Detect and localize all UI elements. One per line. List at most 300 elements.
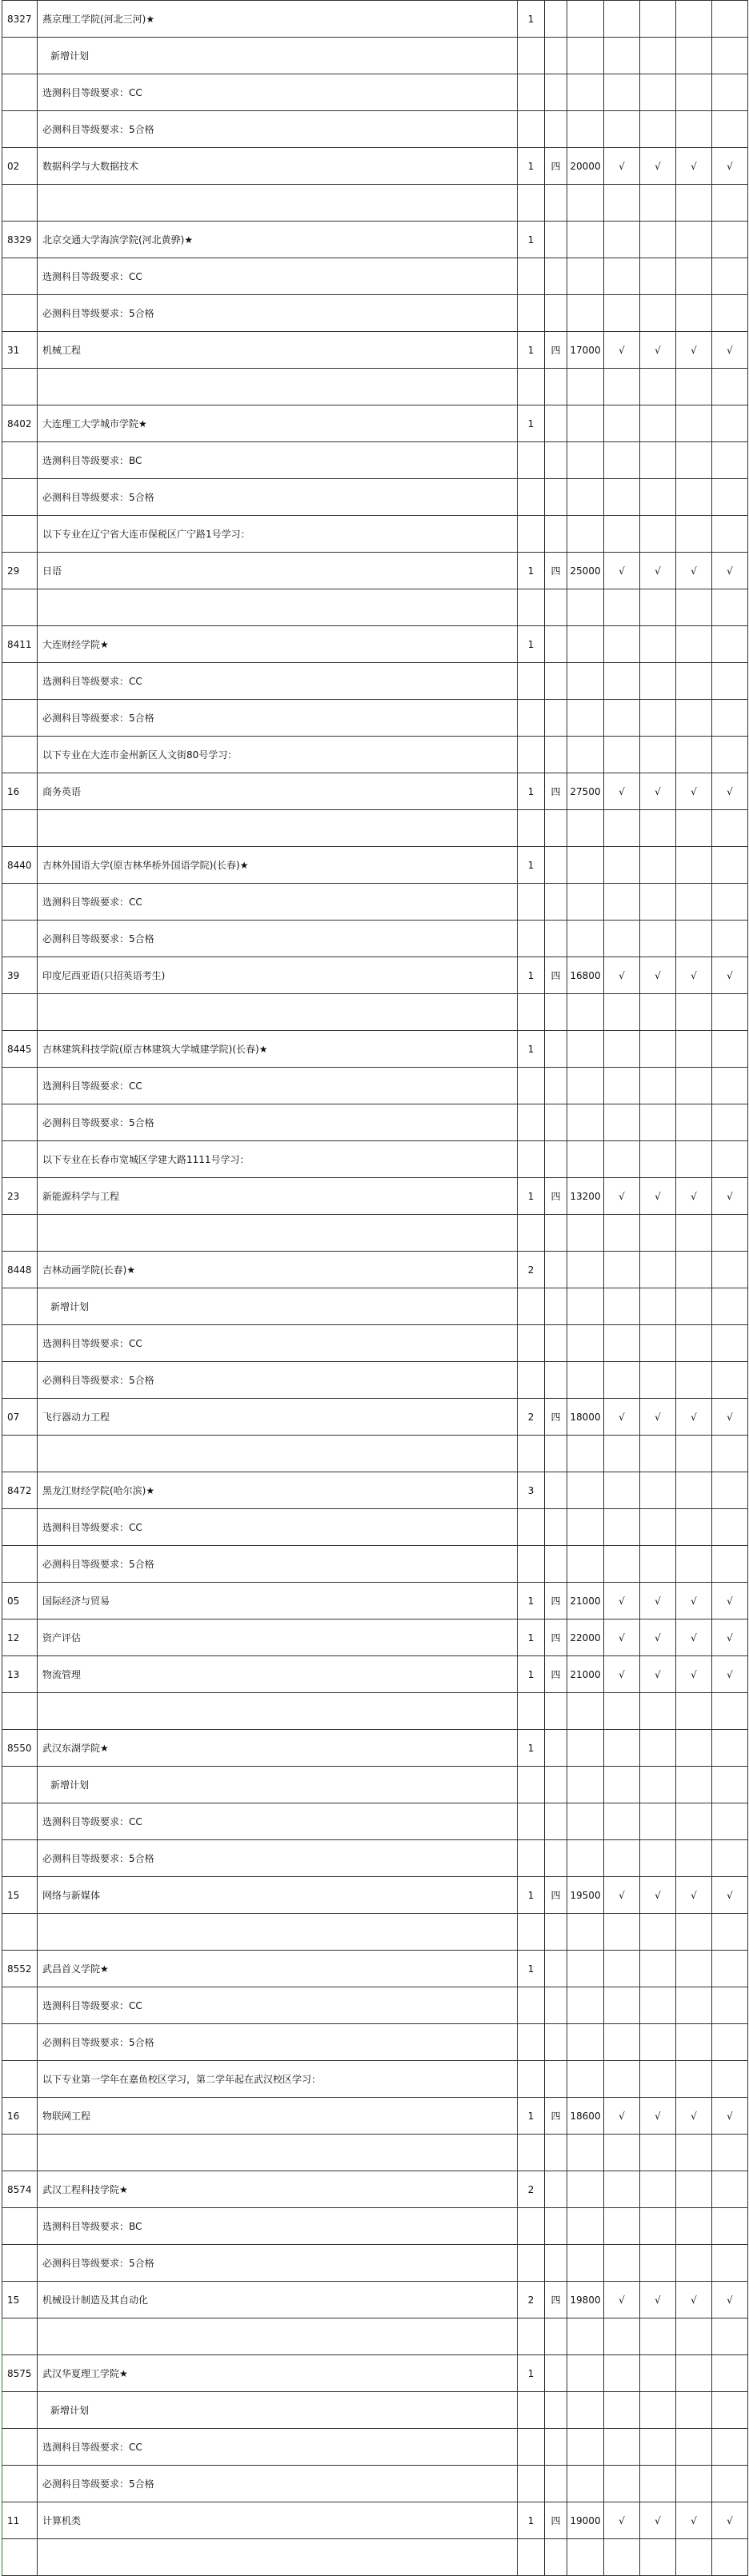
row-tuition bbox=[567, 589, 604, 626]
table-row bbox=[2, 884, 748, 921]
row-check-4 bbox=[712, 2355, 748, 2392]
row-name bbox=[38, 1215, 518, 1252]
row-code: 8327 bbox=[2, 1, 38, 38]
row-tuition bbox=[567, 2318, 604, 2355]
row-duration: 四 bbox=[545, 773, 567, 810]
row-check-4: √ bbox=[712, 2098, 748, 2135]
row-plan-count: 1 bbox=[518, 553, 545, 589]
row-tuition: 25000 bbox=[567, 553, 604, 589]
row-check-2 bbox=[640, 2318, 676, 2355]
row-check-1: √ bbox=[604, 1656, 640, 1693]
table-row bbox=[2, 2355, 748, 2392]
row-check-4: √ bbox=[712, 2502, 748, 2539]
row-check-3 bbox=[676, 295, 712, 332]
row-code: 16 bbox=[2, 773, 38, 810]
row-code bbox=[2, 2245, 38, 2282]
row-tuition: 27500 bbox=[567, 773, 604, 810]
row-plan-count: 1 bbox=[518, 1951, 545, 1987]
row-check-4 bbox=[712, 921, 748, 957]
row-check-2 bbox=[640, 111, 676, 148]
row-check-3: √ bbox=[676, 1399, 712, 1436]
row-check-3 bbox=[676, 1104, 712, 1141]
row-plan-count bbox=[518, 1914, 545, 1951]
row-check-4 bbox=[712, 74, 748, 111]
row-check-2 bbox=[640, 810, 676, 847]
row-tuition bbox=[567, 1104, 604, 1141]
row-duration bbox=[545, 1840, 567, 1877]
row-check-4 bbox=[712, 2135, 748, 2171]
row-check-2 bbox=[640, 663, 676, 700]
row-name: 新增计划 bbox=[38, 1288, 518, 1325]
row-name: 资产评估 bbox=[38, 1619, 518, 1656]
table-row bbox=[2, 1914, 748, 1951]
row-check-3 bbox=[676, 185, 712, 222]
row-duration bbox=[545, 1730, 567, 1767]
table-row bbox=[2, 442, 748, 479]
row-check-3 bbox=[676, 884, 712, 921]
row-tuition bbox=[567, 2245, 604, 2282]
row-name: 黑龙江财经学院(哈尔滨)★ bbox=[38, 1472, 518, 1509]
row-check-4 bbox=[712, 222, 748, 258]
row-code bbox=[2, 258, 38, 295]
row-code bbox=[2, 884, 38, 921]
row-name: 新增计划 bbox=[38, 38, 518, 74]
row-duration bbox=[545, 38, 567, 74]
row-code: 8472 bbox=[2, 1472, 38, 1509]
row-tuition bbox=[567, 1914, 604, 1951]
row-duration bbox=[545, 737, 567, 773]
row-name: 大连理工大学城市学院★ bbox=[38, 405, 518, 442]
row-plan-count: 1 bbox=[518, 2355, 545, 2392]
row-check-4 bbox=[712, 2318, 748, 2355]
row-code: 07 bbox=[2, 1399, 38, 1436]
row-plan-count bbox=[518, 2466, 545, 2502]
row-check-4 bbox=[712, 810, 748, 847]
row-code bbox=[2, 442, 38, 479]
row-check-4 bbox=[712, 737, 748, 773]
row-check-3 bbox=[676, 38, 712, 74]
row-code bbox=[2, 2208, 38, 2245]
row-duration bbox=[545, 295, 567, 332]
row-check-2 bbox=[640, 479, 676, 516]
row-name: 选测科目等级要求：CC bbox=[38, 74, 518, 111]
row-code: 8574 bbox=[2, 2171, 38, 2208]
row-duration bbox=[545, 1141, 567, 1178]
row-tuition bbox=[567, 2024, 604, 2061]
row-code bbox=[2, 1767, 38, 1803]
row-tuition bbox=[567, 1068, 604, 1104]
row-plan-count bbox=[518, 295, 545, 332]
row-check-1: √ bbox=[604, 957, 640, 994]
row-plan-count: 3 bbox=[518, 1472, 545, 1509]
row-tuition: 20000 bbox=[567, 148, 604, 185]
table-row bbox=[2, 2208, 748, 2245]
row-check-4 bbox=[712, 626, 748, 663]
table-row bbox=[2, 258, 748, 295]
row-name: 必测科目等级要求：5合格 bbox=[38, 1104, 518, 1141]
table-row bbox=[2, 2282, 748, 2318]
row-check-2 bbox=[640, 442, 676, 479]
row-check-3 bbox=[676, 1068, 712, 1104]
row-name: 物流管理 bbox=[38, 1656, 518, 1693]
row-check-2 bbox=[640, 2024, 676, 2061]
row-plan-count bbox=[518, 2392, 545, 2429]
row-tuition bbox=[567, 1730, 604, 1767]
row-check-2 bbox=[640, 700, 676, 737]
row-check-2 bbox=[640, 1104, 676, 1141]
row-duration: 四 bbox=[545, 1399, 567, 1436]
row-code: 29 bbox=[2, 553, 38, 589]
table-row bbox=[2, 1288, 748, 1325]
row-duration bbox=[545, 222, 567, 258]
row-tuition bbox=[567, 2429, 604, 2466]
row-check-4 bbox=[712, 1068, 748, 1104]
row-check-2 bbox=[640, 884, 676, 921]
row-check-1: √ bbox=[604, 1399, 640, 1436]
row-check-4 bbox=[712, 1031, 748, 1068]
table-row bbox=[2, 2539, 748, 2576]
row-check-3: √ bbox=[676, 148, 712, 185]
table-row bbox=[2, 2245, 748, 2282]
row-duration bbox=[545, 516, 567, 553]
row-check-3: √ bbox=[676, 773, 712, 810]
row-check-3 bbox=[676, 111, 712, 148]
row-code: 15 bbox=[2, 2282, 38, 2318]
row-plan-count bbox=[518, 1288, 545, 1325]
row-tuition bbox=[567, 700, 604, 737]
row-name bbox=[38, 2318, 518, 2355]
row-check-2 bbox=[640, 589, 676, 626]
row-check-2 bbox=[640, 369, 676, 405]
row-code bbox=[2, 810, 38, 847]
row-check-2 bbox=[640, 737, 676, 773]
row-check-2: √ bbox=[640, 773, 676, 810]
row-check-2 bbox=[640, 258, 676, 295]
table-row bbox=[2, 2429, 748, 2466]
row-check-2 bbox=[640, 921, 676, 957]
row-code: 8411 bbox=[2, 626, 38, 663]
table-row bbox=[2, 1803, 748, 1840]
row-check-4 bbox=[712, 1436, 748, 1472]
table-row bbox=[2, 2061, 748, 2098]
row-tuition: 21000 bbox=[567, 1583, 604, 1619]
row-plan-count bbox=[518, 516, 545, 553]
row-duration bbox=[545, 405, 567, 442]
row-check-1 bbox=[604, 2208, 640, 2245]
row-check-4 bbox=[712, 2466, 748, 2502]
row-code bbox=[2, 1288, 38, 1325]
row-code bbox=[2, 2466, 38, 2502]
row-plan-count: 1 bbox=[518, 1178, 545, 1215]
row-code: 39 bbox=[2, 957, 38, 994]
row-code: 8550 bbox=[2, 1730, 38, 1767]
row-check-3 bbox=[676, 2171, 712, 2208]
row-check-4 bbox=[712, 1325, 748, 1362]
row-check-3: √ bbox=[676, 1656, 712, 1693]
row-check-1 bbox=[604, 222, 640, 258]
row-check-2 bbox=[640, 1472, 676, 1509]
row-code bbox=[2, 2024, 38, 2061]
row-check-1 bbox=[604, 994, 640, 1031]
row-name: 选测科目等级要求：CC bbox=[38, 2429, 518, 2466]
row-check-1 bbox=[604, 2392, 640, 2429]
row-check-2 bbox=[640, 1215, 676, 1252]
row-name: 选测科目等级要求：CC bbox=[38, 1987, 518, 2024]
row-duration bbox=[545, 700, 567, 737]
row-tuition: 17000 bbox=[567, 332, 604, 369]
row-name: 商务英语 bbox=[38, 773, 518, 810]
row-plan-count bbox=[518, 258, 545, 295]
table-row bbox=[2, 1987, 748, 2024]
row-check-1 bbox=[604, 2429, 640, 2466]
row-duration bbox=[545, 2171, 567, 2208]
row-name: 选测科目等级要求：CC bbox=[38, 663, 518, 700]
row-check-1: √ bbox=[604, 2098, 640, 2135]
row-tuition bbox=[567, 884, 604, 921]
row-plan-count bbox=[518, 1767, 545, 1803]
row-check-4 bbox=[712, 2539, 748, 2576]
row-check-3 bbox=[676, 1, 712, 38]
row-check-1 bbox=[604, 185, 640, 222]
row-check-1 bbox=[604, 2135, 640, 2171]
table-body bbox=[2, 1, 748, 2576]
row-code bbox=[2, 700, 38, 737]
row-check-1: √ bbox=[604, 1619, 640, 1656]
row-check-4: √ bbox=[712, 1877, 748, 1914]
row-name: 武汉工程科技学院★ bbox=[38, 2171, 518, 2208]
row-code bbox=[2, 663, 38, 700]
table-row bbox=[2, 111, 748, 148]
row-name: 新增计划 bbox=[38, 1767, 518, 1803]
row-tuition bbox=[567, 442, 604, 479]
table-row bbox=[2, 1619, 748, 1656]
row-check-3 bbox=[676, 74, 712, 111]
row-check-3: √ bbox=[676, 957, 712, 994]
table-row bbox=[2, 1767, 748, 1803]
row-duration: 四 bbox=[545, 1877, 567, 1914]
row-check-1 bbox=[604, 479, 640, 516]
row-check-3: √ bbox=[676, 1583, 712, 1619]
row-check-3 bbox=[676, 2024, 712, 2061]
row-name: 国际经济与贸易 bbox=[38, 1583, 518, 1619]
row-tuition bbox=[567, 2171, 604, 2208]
row-duration bbox=[545, 1068, 567, 1104]
row-tuition: 19500 bbox=[567, 1877, 604, 1914]
row-check-1 bbox=[604, 2355, 640, 2392]
row-code: 31 bbox=[2, 332, 38, 369]
row-check-2 bbox=[640, 2245, 676, 2282]
row-code bbox=[2, 1914, 38, 1951]
row-check-4 bbox=[712, 1840, 748, 1877]
row-tuition bbox=[567, 810, 604, 847]
row-check-3: √ bbox=[676, 1178, 712, 1215]
row-tuition: 21000 bbox=[567, 1656, 604, 1693]
row-check-1: √ bbox=[604, 332, 640, 369]
row-check-1 bbox=[604, 2539, 640, 2576]
table-row bbox=[2, 1362, 748, 1399]
row-check-4 bbox=[712, 663, 748, 700]
row-check-2 bbox=[640, 1914, 676, 1951]
row-plan-count bbox=[518, 1068, 545, 1104]
row-plan-count: 2 bbox=[518, 2282, 545, 2318]
row-name: 北京交通大学海滨学院(河北黄骅)★ bbox=[38, 222, 518, 258]
row-check-3 bbox=[676, 1362, 712, 1399]
row-check-2 bbox=[640, 295, 676, 332]
row-check-2 bbox=[640, 994, 676, 1031]
row-plan-count bbox=[518, 700, 545, 737]
row-check-2 bbox=[640, 2392, 676, 2429]
row-check-4: √ bbox=[712, 553, 748, 589]
row-duration bbox=[545, 1436, 567, 1472]
table-row bbox=[2, 2392, 748, 2429]
row-plan-count bbox=[518, 1840, 545, 1877]
row-check-1 bbox=[604, 1472, 640, 1509]
row-name bbox=[38, 2539, 518, 2576]
row-check-4 bbox=[712, 1252, 748, 1288]
row-check-4 bbox=[712, 516, 748, 553]
table-row bbox=[2, 516, 748, 553]
row-code bbox=[2, 2539, 38, 2576]
row-check-1 bbox=[604, 1436, 640, 1472]
table-row bbox=[2, 1031, 748, 1068]
row-check-4: √ bbox=[712, 1583, 748, 1619]
row-check-1 bbox=[604, 1141, 640, 1178]
row-check-2 bbox=[640, 1362, 676, 1399]
row-tuition bbox=[567, 111, 604, 148]
row-check-3 bbox=[676, 2539, 712, 2576]
row-check-3 bbox=[676, 626, 712, 663]
row-check-3: √ bbox=[676, 1619, 712, 1656]
row-duration bbox=[545, 2245, 567, 2282]
table-row bbox=[2, 994, 748, 1031]
row-check-2: √ bbox=[640, 553, 676, 589]
row-duration bbox=[545, 2208, 567, 2245]
row-name bbox=[38, 185, 518, 222]
row-plan-count: 1 bbox=[518, 847, 545, 884]
row-plan-count bbox=[518, 185, 545, 222]
row-check-2 bbox=[640, 626, 676, 663]
row-duration bbox=[545, 1914, 567, 1951]
row-check-2: √ bbox=[640, 957, 676, 994]
row-check-2 bbox=[640, 1840, 676, 1877]
row-check-3: √ bbox=[676, 2502, 712, 2539]
row-name: 物联网工程 bbox=[38, 2098, 518, 2135]
row-check-2: √ bbox=[640, 1399, 676, 1436]
row-name: 新能源科学与工程 bbox=[38, 1178, 518, 1215]
row-name: 数据科学与大数据技术 bbox=[38, 148, 518, 185]
row-check-4: √ bbox=[712, 148, 748, 185]
row-duration bbox=[545, 1215, 567, 1252]
row-duration bbox=[545, 1546, 567, 1583]
row-check-3 bbox=[676, 2318, 712, 2355]
row-check-1 bbox=[604, 1104, 640, 1141]
table-row bbox=[2, 1509, 748, 1546]
row-code: 8552 bbox=[2, 1951, 38, 1987]
row-check-4 bbox=[712, 369, 748, 405]
row-name: 以下专业第一学年在嘉鱼校区学习，第二学年起在武汉校区学习： bbox=[38, 2061, 518, 2098]
row-tuition bbox=[567, 1987, 604, 2024]
row-duration bbox=[545, 1288, 567, 1325]
row-tuition bbox=[567, 2539, 604, 2576]
row-plan-count: 1 bbox=[518, 773, 545, 810]
row-tuition bbox=[567, 2135, 604, 2171]
row-code bbox=[2, 1104, 38, 1141]
table-row bbox=[2, 1693, 748, 1730]
row-duration bbox=[545, 2024, 567, 2061]
row-code: 23 bbox=[2, 1178, 38, 1215]
table-row bbox=[2, 773, 748, 810]
row-check-1 bbox=[604, 921, 640, 957]
row-check-3 bbox=[676, 1436, 712, 1472]
row-plan-count bbox=[518, 1987, 545, 2024]
row-check-4: √ bbox=[712, 1619, 748, 1656]
row-check-3 bbox=[676, 737, 712, 773]
row-check-3 bbox=[676, 1951, 712, 1987]
row-check-1: √ bbox=[604, 553, 640, 589]
row-check-3 bbox=[676, 663, 712, 700]
row-check-1 bbox=[604, 442, 640, 479]
row-check-1 bbox=[604, 1803, 640, 1840]
row-name: 以下专业在辽宁省大连市保税区广宁路1号学习： bbox=[38, 516, 518, 553]
row-check-1: √ bbox=[604, 148, 640, 185]
row-code bbox=[2, 295, 38, 332]
row-check-2 bbox=[640, 1031, 676, 1068]
row-check-3 bbox=[676, 2245, 712, 2282]
row-duration bbox=[545, 1, 567, 38]
row-check-1 bbox=[604, 1215, 640, 1252]
table-row bbox=[2, 1252, 748, 1288]
row-check-4: √ bbox=[712, 1399, 748, 1436]
row-duration bbox=[545, 258, 567, 295]
row-check-2 bbox=[640, 1252, 676, 1288]
row-check-4 bbox=[712, 1803, 748, 1840]
row-name: 以下专业在长春市宽城区学建大路1111号学习： bbox=[38, 1141, 518, 1178]
row-check-2 bbox=[640, 1288, 676, 1325]
row-plan-count bbox=[518, 921, 545, 957]
row-plan-count bbox=[518, 442, 545, 479]
row-code: 16 bbox=[2, 2098, 38, 2135]
row-check-1 bbox=[604, 38, 640, 74]
row-plan-count bbox=[518, 737, 545, 773]
row-duration: 四 bbox=[545, 1583, 567, 1619]
row-tuition: 16800 bbox=[567, 957, 604, 994]
row-name: 武昌首义学院★ bbox=[38, 1951, 518, 1987]
row-check-1 bbox=[604, 700, 640, 737]
row-code bbox=[2, 1840, 38, 1877]
row-check-2 bbox=[640, 2208, 676, 2245]
row-name: 必测科目等级要求：5合格 bbox=[38, 2245, 518, 2282]
row-code bbox=[2, 1803, 38, 1840]
table-row bbox=[2, 737, 748, 773]
row-tuition bbox=[567, 737, 604, 773]
row-tuition bbox=[567, 1509, 604, 1546]
row-name: 选测科目等级要求：CC bbox=[38, 1803, 518, 1840]
row-check-4 bbox=[712, 2429, 748, 2466]
row-check-4 bbox=[712, 2245, 748, 2282]
table-row bbox=[2, 1436, 748, 1472]
row-check-1 bbox=[604, 369, 640, 405]
row-plan-count: 1 bbox=[518, 2098, 545, 2135]
row-check-2 bbox=[640, 222, 676, 258]
row-name: 机械设计制造及其自动化 bbox=[38, 2282, 518, 2318]
row-code bbox=[2, 516, 38, 553]
row-check-1 bbox=[604, 1914, 640, 1951]
row-name: 大连财经学院★ bbox=[38, 626, 518, 663]
row-check-4 bbox=[712, 2392, 748, 2429]
row-tuition bbox=[567, 921, 604, 957]
row-check-2 bbox=[640, 1509, 676, 1546]
row-check-4 bbox=[712, 847, 748, 884]
